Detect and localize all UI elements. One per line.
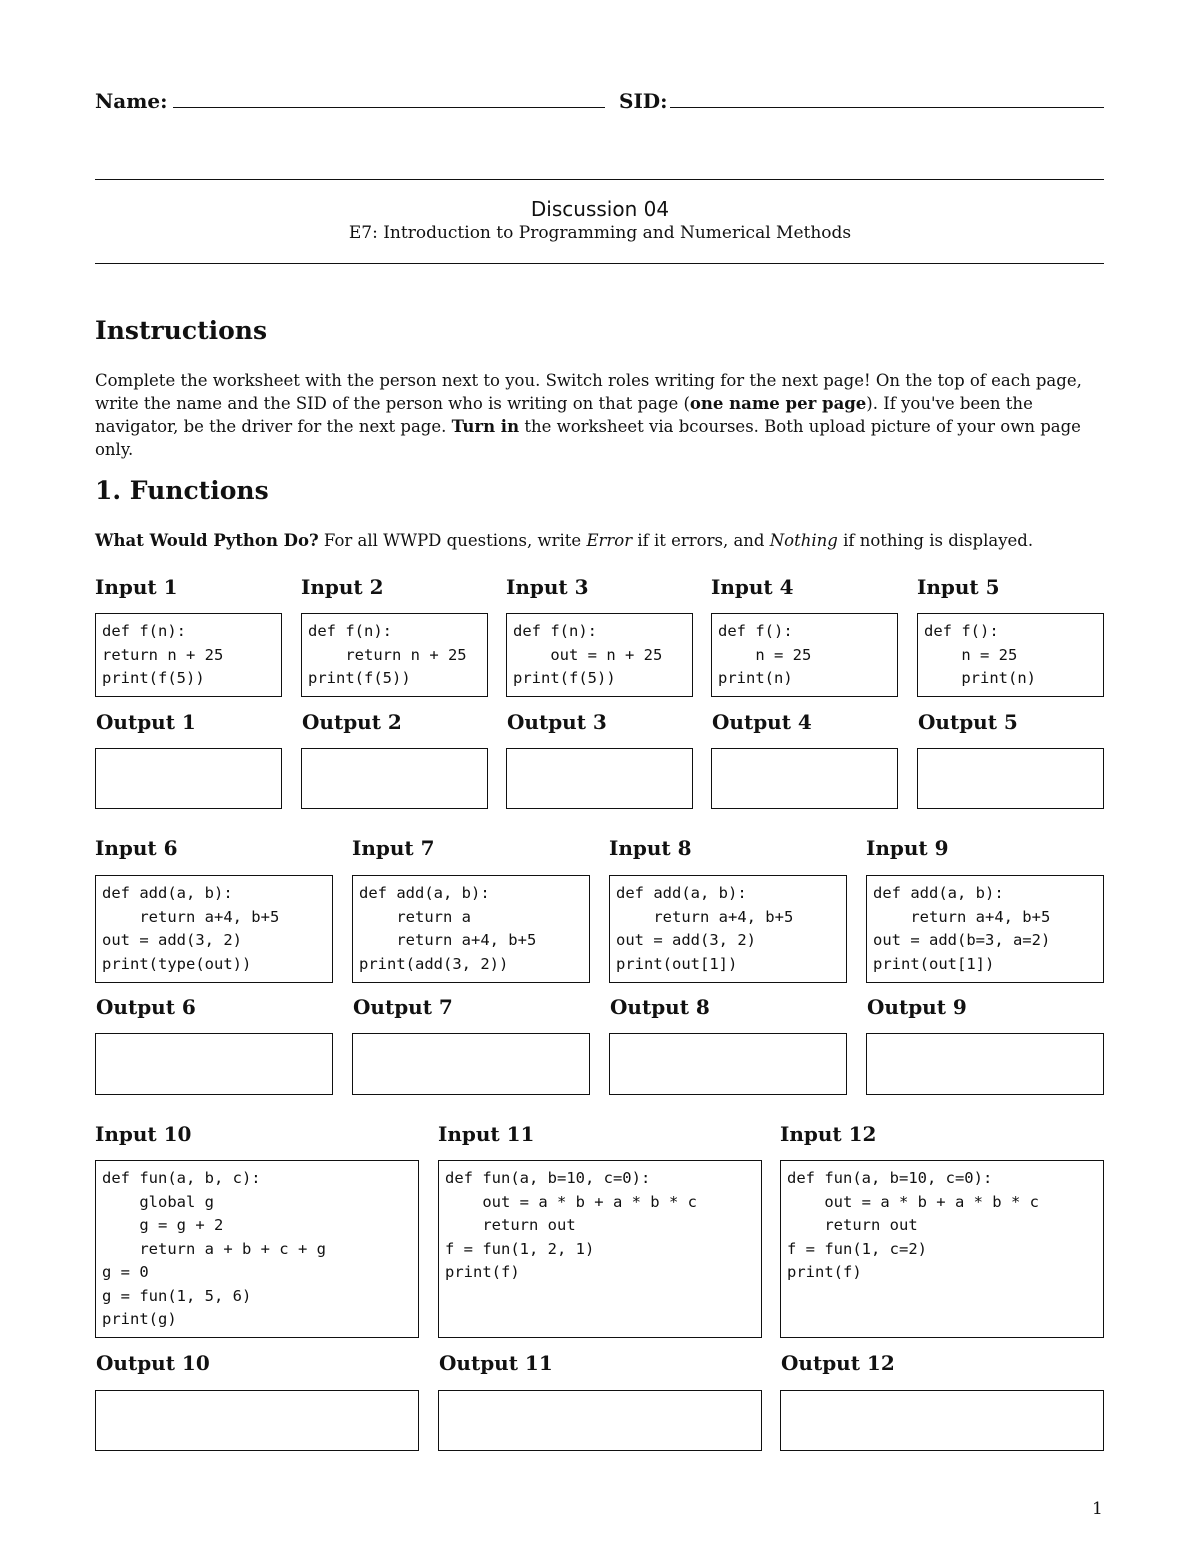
- output-1-label: Output 1: [96, 710, 196, 734]
- input-3-code: def f(n): out = n + 25 print(f(5)): [506, 613, 693, 697]
- wwpd-instructions: What Would Python Do? For all WWPD questions, write Error if it errors, and Nothing if nothing is displayed.: [95, 531, 1034, 550]
- input-3-label: Input 3: [506, 575, 589, 599]
- input-9-label: Input 9: [866, 836, 949, 860]
- output-11-label: Output 11: [439, 1351, 553, 1375]
- name-field[interactable]: [173, 107, 605, 108]
- input-9-code: def add(a, b): return a+4, b+5 out = add(b=3, a=2) print(out[1]): [866, 875, 1104, 983]
- output-10-answer-box[interactable]: [95, 1390, 419, 1451]
- input-2-label: Input 2: [301, 575, 384, 599]
- page-number: 1: [1092, 1499, 1103, 1519]
- input-12-code: def fun(a, b=10, c=0): out = a * b + a * b * c return out f = fun(1, c=2) print(f): [780, 1160, 1104, 1338]
- sid-label: SID:: [619, 89, 668, 113]
- output-3-answer-box[interactable]: [506, 748, 693, 809]
- page-title: Discussion 04: [530, 197, 670, 221]
- output-4-label: Output 4: [712, 710, 812, 734]
- input-4-label: Input 4: [711, 575, 794, 599]
- output-10-label: Output 10: [96, 1351, 210, 1375]
- input-7-code: def add(a, b): return a return a+4, b+5 print(add(3, 2)): [352, 875, 590, 983]
- input-11-label: Input 11: [438, 1122, 535, 1146]
- input-8-code: def add(a, b): return a+4, b+5 out = add(3, 2) print(out[1]): [609, 875, 847, 983]
- output-5-answer-box[interactable]: [917, 748, 1104, 809]
- name-label: Name:: [95, 89, 168, 113]
- input-6-label: Input 6: [95, 836, 178, 860]
- output-9-label: Output 9: [867, 995, 967, 1019]
- output-6-answer-box[interactable]: [95, 1033, 333, 1095]
- output-1-answer-box[interactable]: [95, 748, 282, 809]
- input-10-label: Input 10: [95, 1122, 192, 1146]
- output-3-label: Output 3: [507, 710, 607, 734]
- input-7-label: Input 7: [352, 836, 435, 860]
- output-9-answer-box[interactable]: [866, 1033, 1104, 1095]
- output-12-label: Output 12: [781, 1351, 895, 1375]
- input-5-label: Input 5: [917, 575, 1000, 599]
- input-10-code: def fun(a, b, c): global g g = g + 2 return a + b + c + g g = 0 g = fun(1, 5, 6) print(g): [95, 1160, 419, 1338]
- title-top-rule: [95, 179, 1104, 180]
- output-8-answer-box[interactable]: [609, 1033, 847, 1095]
- output-11-answer-box[interactable]: [438, 1390, 762, 1451]
- input-5-code: def f(): n = 25 print(n): [917, 613, 1104, 697]
- input-1-label: Input 1: [95, 575, 178, 599]
- output-12-answer-box[interactable]: [780, 1390, 1104, 1451]
- input-6-code: def add(a, b): return a+4, b+5 out = add(3, 2) print(type(out)): [95, 875, 333, 983]
- output-6-label: Output 6: [96, 995, 196, 1019]
- output-4-answer-box[interactable]: [711, 748, 898, 809]
- page-subtitle: E7: Introduction to Programming and Numerical Methods: [348, 223, 852, 243]
- instructions-heading: Instructions: [95, 316, 268, 345]
- title-bottom-rule: [95, 263, 1104, 264]
- input-4-code: def f(): n = 25 print(n): [711, 613, 898, 697]
- input-11-code: def fun(a, b=10, c=0): out = a * b + a * b * c return out f = fun(1, 2, 1) print(f): [438, 1160, 762, 1338]
- instructions-text: Complete the worksheet with the person next to you. Switch roles writing for the next page! On the top of each page, write the name and the SID of the person who is writing on that page (one name per page). If you've been the navigator, be the driver for the next page. Turn in the worksheet via bcourses. Both upload picture of your own page only.: [95, 371, 1082, 459]
- output-5-label: Output 5: [918, 710, 1018, 734]
- sid-field[interactable]: [670, 107, 1104, 108]
- input-2-code: def f(n): return n + 25 print(f(5)): [301, 613, 488, 697]
- output-7-answer-box[interactable]: [352, 1033, 590, 1095]
- output-7-label: Output 7: [353, 995, 453, 1019]
- functions-heading: 1. Functions: [95, 476, 269, 505]
- output-2-answer-box[interactable]: [301, 748, 488, 809]
- output-8-label: Output 8: [610, 995, 710, 1019]
- input-12-label: Input 12: [780, 1122, 877, 1146]
- output-2-label: Output 2: [302, 710, 402, 734]
- input-8-label: Input 8: [609, 836, 692, 860]
- input-1-code: def f(n): return n + 25 print(f(5)): [95, 613, 282, 697]
